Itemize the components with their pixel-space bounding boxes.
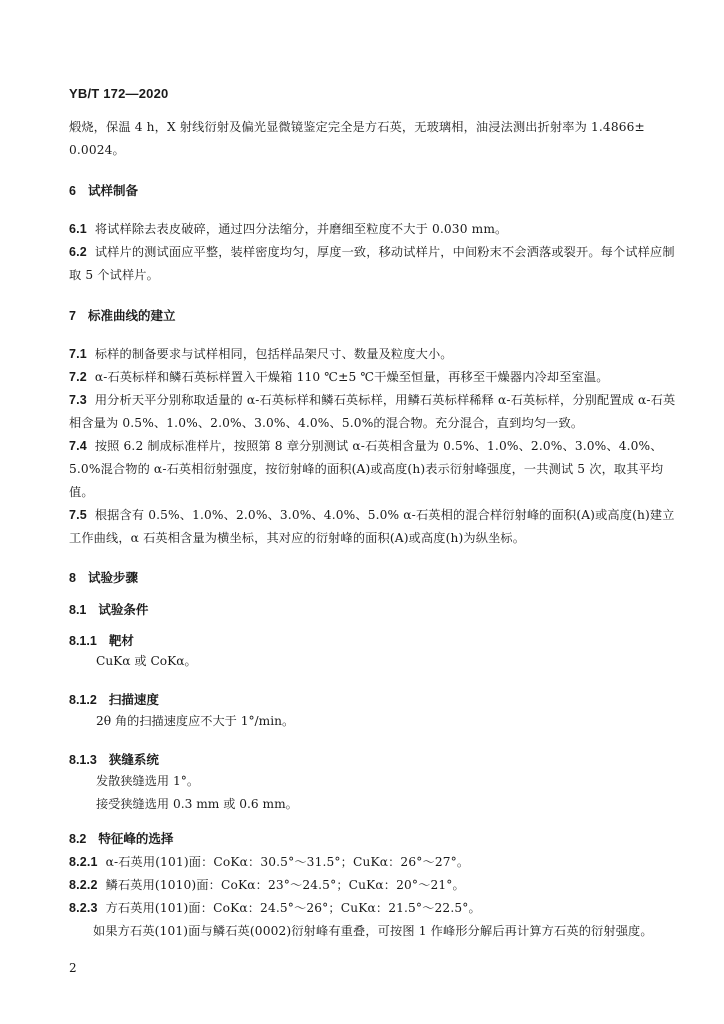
section-7-title: 标准曲线的建立	[87, 309, 176, 323]
clause-6-1	[69, 218, 679, 241]
subsection-number: 8.1.2	[69, 693, 97, 707]
subsection-title: 试验条件	[98, 603, 149, 617]
clause-number: 7.3	[69, 393, 87, 407]
clause-text: 按照 6.2 制成标准样片，按照第 8 章分别测试 α-石英相含量为 0.5%、1.0%、2.0%、3.0%、4.0%、5.0%混合物的 α-石英相衍射强度，按衍射峰的面积(A)或高度(h)表示衍射峰强度，一共测试 5 次，取其平均值。	[69, 439, 664, 499]
page-number: 2	[69, 961, 77, 975]
section-6-title: 试样制备	[87, 184, 138, 198]
subsection-title: 扫描速度	[108, 693, 159, 707]
clause-8-2-2	[69, 874, 679, 897]
clause-number: 7.2	[69, 370, 87, 384]
section-8-title: 试验步骤	[87, 571, 138, 585]
subsection-number: 8.2	[69, 832, 87, 846]
clause-7-1	[69, 343, 679, 366]
overlap-note-paragraph: 如果方石英(101)面与鳞石英(0002)衍射峰有重叠，可按图 1 作峰形分解后再计算方石英的衍射强度。	[93, 924, 653, 938]
subsection-number: 8.1.3	[69, 753, 97, 767]
subsection-8-1-2-heading	[69, 690, 159, 708]
intro-paragraph: 煅烧，保温 4 h，X 射线衍射及偏光显微镜鉴定完全是方石英，无玻璃相，油浸法测出折射率为 1.4866± 0.0024。	[69, 120, 645, 157]
clause-text: 用分析天平分别称取适量的 α-石英标样和鳞石英标样，用鳞石英标样稀释 α-石英标样，分别配置成 α-石英相含量为 0.5%、1.0%、2.0%、3.0%、4.0%、5.0%的混合物。充分混合，直到均匀一致。	[69, 393, 676, 430]
clause-7-5	[69, 504, 679, 550]
subsection-title: 狭缝系统	[108, 753, 159, 767]
section-6-number: 6	[69, 184, 76, 198]
clause-7-4	[69, 435, 679, 504]
subsection-title: 特征峰的选择	[98, 832, 174, 846]
clause-number: 6.1	[69, 222, 87, 236]
section-8-number: 8	[69, 571, 76, 585]
clause-text: 标样的制备要求与试样相同，包括样品架尺寸、数量及粒度大小。	[94, 347, 453, 361]
clause-text: α-石英标样和鳞石英标样置入干燥箱 110 ℃±5 ℃干燥至恒量，再移至干燥器内冷却至室温。	[94, 370, 609, 384]
divergence-slit-text: 发散狭缝选用 1°。	[96, 774, 200, 788]
clause-8-2-3	[69, 897, 679, 920]
subsection-number: 8.1.1	[69, 634, 97, 648]
subsection-8-2-heading	[69, 829, 173, 847]
clause-text: α-石英用(101)面：CoKα：30.5°～31.5°；CuKα：26°～27°。	[105, 855, 470, 869]
clause-text: 鳞石英用(1010)面：CoKα：23°～24.5°；CuKα：20°～21°。	[105, 878, 465, 892]
clause-7-3	[69, 389, 679, 435]
clause-number: 8.2.3	[69, 901, 98, 915]
subsection-8-1-heading	[69, 600, 148, 618]
subsection-number: 8.1	[69, 603, 87, 617]
clause-number: 7.4	[69, 439, 87, 453]
clause-text: 根据含有 0.5%、1.0%、2.0%、3.0%、4.0%、5.0% α-石英相的混合样衍射峰的面积(A)或高度(h)建立工作曲线，α 石英相含量为横坐标，其对应的衍射峰的面积(A)或高度(h)为纵坐标。	[69, 508, 675, 545]
section-8-heading	[69, 568, 138, 586]
clause-text: 试样片的测试面应平整，装样密度均匀，厚度一致，移动试样片，中间粉末不会洒落或裂开。每个试样应制取 5 个试样片。	[69, 245, 675, 282]
clause-7-2	[69, 366, 679, 389]
clause-text: 将试样除去表皮破碎，通过四分法缩分，并磨细至粒度不大于 0.030 mm。	[94, 222, 508, 236]
subsection-8-1-1-heading	[69, 631, 134, 649]
clause-8-2-1	[69, 851, 679, 874]
clause-number: 7.1	[69, 347, 87, 361]
receiving-slit-text: 接受狭缝选用 0.3 mm 或 0.6 mm。	[96, 797, 298, 811]
clause-number: 7.5	[69, 508, 87, 522]
scan-speed-text: 2θ 角的扫描速度应不大于 1°/min。	[96, 714, 295, 728]
clause-text: 方石英用(101)面：CoKα：24.5°～26°；CuKα：21.5°～22.5°。	[105, 901, 481, 915]
clause-number: 6.2	[69, 245, 87, 259]
section-7-number: 7	[69, 309, 76, 323]
clause-number: 8.2.1	[69, 855, 98, 869]
subsection-title: 靶材	[108, 634, 134, 648]
clause-6-2	[69, 241, 679, 287]
subsection-8-1-3-heading	[69, 750, 159, 768]
section-7-heading	[69, 306, 175, 324]
section-6-heading	[69, 181, 138, 199]
standard-code-header: YB/T 172—2020	[69, 86, 169, 101]
target-material-text: CuKα 或 CoKα。	[96, 654, 197, 668]
clause-number: 8.2.2	[69, 878, 98, 892]
